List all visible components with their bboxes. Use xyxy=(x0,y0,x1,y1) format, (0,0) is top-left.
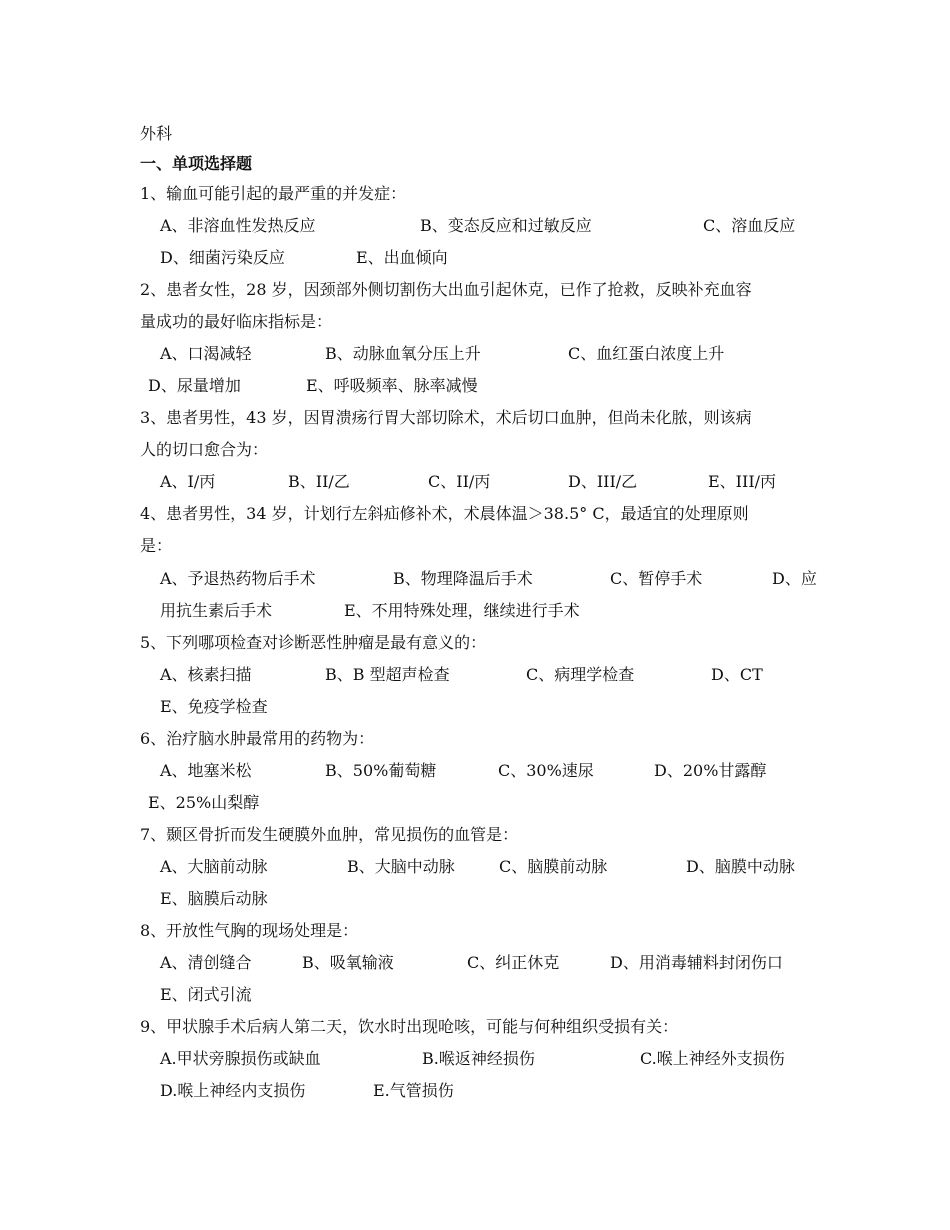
question-stem: 4、患者男性，34 岁，计划行左斜疝修补术，术晨体温＞38.5° C，最适宜的处理原则 xyxy=(140,504,749,523)
option-e: E、III/丙 xyxy=(708,472,777,491)
option-a: A、I/丙 xyxy=(160,472,216,491)
option-d: D、尿量增加 xyxy=(148,376,241,395)
option-c: C、血红蛋白浓度上升 xyxy=(568,344,725,363)
question-stem: 2、患者女性，28 岁，因颈部外侧切割伤大出血引起休克，已作了抢救，反映补充血容 xyxy=(140,280,752,299)
option-d: D、CT xyxy=(711,665,763,684)
option-c: C、脑膜前动脉 xyxy=(499,857,608,876)
option-d: D.喉上神经内支损伤 xyxy=(160,1081,306,1100)
option-d: D、细菌污染反应 xyxy=(160,248,285,267)
option-c: C、病理学检查 xyxy=(526,665,635,684)
question-stem: 5、下列哪项检查对诊断恶性肿瘤是最有意义的： xyxy=(140,633,487,652)
option-c: C、II/丙 xyxy=(428,472,491,491)
option-e: E、出血倾向 xyxy=(356,248,448,267)
option-a: A、予退热药物后手术 xyxy=(160,569,316,588)
question-stem: 9、甲状腺手术后病人第二天，饮水时出现呛咳，可能与何种组织受损有关： xyxy=(140,1017,679,1036)
option-d: D、III/乙 xyxy=(568,472,638,491)
option-c: C、暂停手术 xyxy=(610,569,703,588)
question-stem: 量成功的最好临床指标是： xyxy=(140,312,333,331)
option-b: B、50%葡萄糖 xyxy=(325,761,437,780)
option-d: D、用消毒辅料封闭伤口 xyxy=(610,953,783,972)
option-b: B、II/乙 xyxy=(288,472,350,491)
question-stem: 6、治疗脑水肿最常用的药物为： xyxy=(140,729,375,748)
subject-title: 外科 xyxy=(140,124,173,143)
option-a: A、大脑前动脉 xyxy=(160,857,268,876)
question-stem: 是： xyxy=(140,536,173,555)
option-e: E、呼吸频率、脉率减慢 xyxy=(306,376,478,395)
option-d: D、脑膜中动脉 xyxy=(686,857,795,876)
option-e: E.气管损伤 xyxy=(373,1081,454,1100)
option-e: E、不用特殊处理，继续进行手术 xyxy=(344,601,580,620)
question-stem: 1、输血可能引起的最严重的并发症： xyxy=(140,184,407,203)
option-b: B、变态反应和过敏反应 xyxy=(420,216,592,235)
option-c: C、纠正休克 xyxy=(467,953,560,972)
option-c: C、溶血反应 xyxy=(703,216,796,235)
option-a: A、口渴减轻 xyxy=(160,344,252,363)
option-a: A、清创缝合 xyxy=(160,953,252,972)
option-b: B.喉返神经损伤 xyxy=(422,1049,535,1068)
option-a: A.甲状旁腺损伤或缺血 xyxy=(160,1049,321,1068)
question-stem: 7、颞区骨折而发生硬膜外血肿，常见损伤的血管是： xyxy=(140,825,519,844)
question-stem: 人的切口愈合为： xyxy=(140,440,269,459)
question-stem: 8、开放性气胸的现场处理是： xyxy=(140,921,359,940)
option-a: A、非溶血性发热反应 xyxy=(160,216,316,235)
option-a: A、核素扫描 xyxy=(160,665,252,684)
option-a: A、地塞米松 xyxy=(160,761,252,780)
option-e: E、免疫学检查 xyxy=(160,697,268,716)
option-b: B、动脉血氧分压上升 xyxy=(325,344,481,363)
option-c: C、30%速尿 xyxy=(498,761,594,780)
option-b: B、B 型超声检查 xyxy=(325,665,450,684)
question-stem: 3、患者男性，43 岁，因胃溃疡行胃大部切除术，术后切口血肿，但尚未化脓，则该病 xyxy=(140,408,752,427)
option-d-continued: 用抗生素后手术 xyxy=(160,601,273,620)
option-b: B、大脑中动脉 xyxy=(347,857,455,876)
option-c: C.喉上神经外支损伤 xyxy=(640,1049,785,1068)
option-e: E、脑膜后动脉 xyxy=(160,889,268,908)
option-d: D、应 xyxy=(772,569,817,588)
option-d: D、20%甘露醇 xyxy=(654,761,767,780)
option-b: B、吸氧输液 xyxy=(302,953,394,972)
option-e: E、闭式引流 xyxy=(160,985,252,1004)
option-e: E、25%山梨醇 xyxy=(148,793,260,812)
section-title: 一、单项选择题 xyxy=(140,154,253,173)
option-b: B、物理降温后手术 xyxy=(393,569,533,588)
